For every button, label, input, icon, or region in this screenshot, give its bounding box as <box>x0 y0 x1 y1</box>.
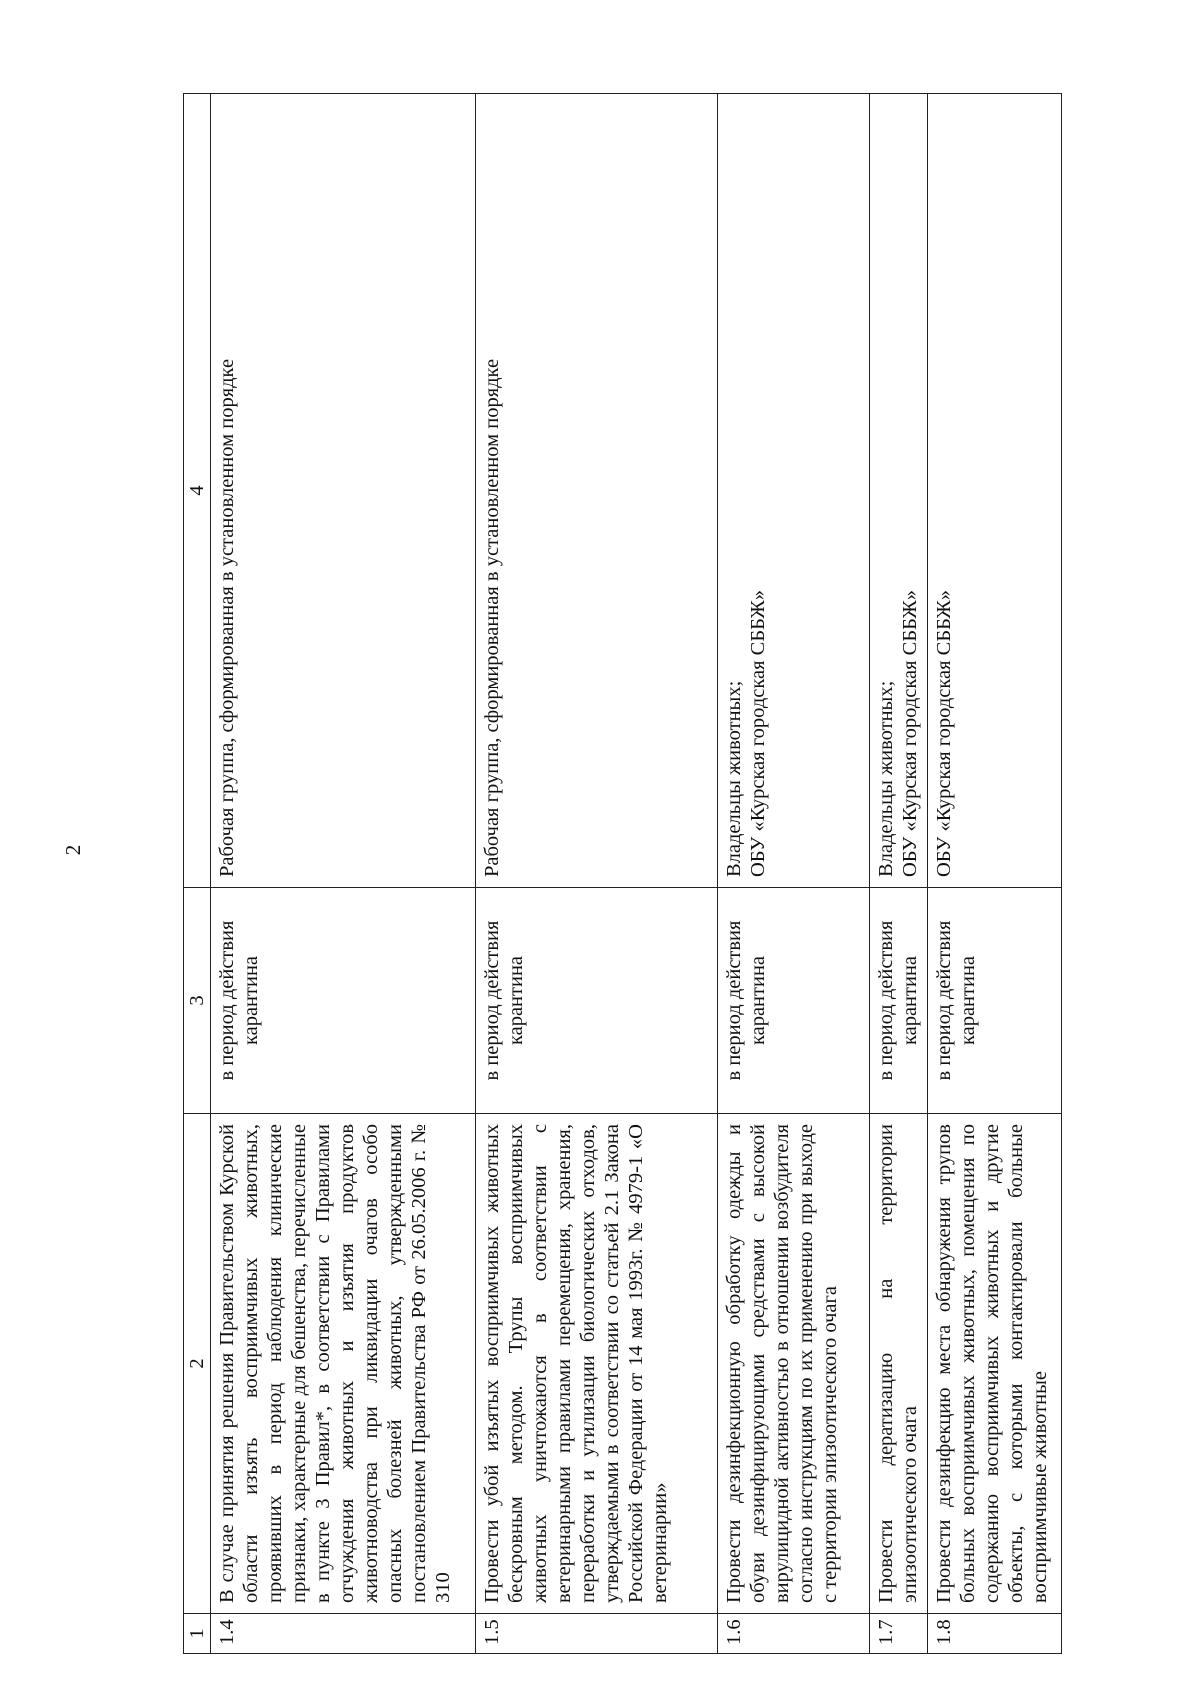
page-number: 2 <box>61 844 85 856</box>
measure-description: Провести дезинфекционную обработку одежды и обуви дезинфицирующими средствами с высокой вирулицидной активностью в отношении возбудителя согласно инструкциям по их применению при выходе с территории эпизоотического очага <box>718 1114 870 1614</box>
measures-table <box>183 93 1062 1654</box>
column-header-responsible: 4 <box>184 94 211 888</box>
measure-term: в период действия карантина <box>718 888 870 1114</box>
measure-term: в период действия карантина <box>476 888 718 1114</box>
responsible-party <box>718 94 870 888</box>
rotated-document-content <box>183 94 1118 1654</box>
responsible-line: ОБУ «Курская городская СББЖ» <box>747 590 769 877</box>
responsible-party <box>476 94 718 888</box>
measure-term: в период действия карантина <box>928 888 1062 1114</box>
responsible-line: ОБУ «Курская городская СББЖ» <box>899 590 921 877</box>
responsible-line: Владельцы животных; <box>723 680 745 877</box>
responsible-line: ОБУ «Курская городская СББЖ» <box>933 590 955 877</box>
row-number: 1.7 <box>870 1614 928 1654</box>
row-number: 1.8 <box>928 1614 1062 1654</box>
responsible-line: Владельцы животных; <box>875 680 897 877</box>
row-number: 1.5 <box>476 1614 718 1654</box>
column-header-term: 3 <box>184 888 211 1114</box>
responsible-line: Рабочая группа, сформированная в установленном порядке <box>216 358 238 877</box>
measure-term: в период действия карантина <box>211 888 476 1114</box>
table-row <box>718 94 870 1654</box>
responsible-party <box>211 94 476 888</box>
measure-term: в период действия карантина <box>870 888 928 1114</box>
table-row <box>476 94 718 1654</box>
responsible-party <box>870 94 928 888</box>
measure-description: Провести дезинфекцию места обнаружения трупов больных восприимчивых животных, помещения по содержанию восприимчивых животных и другие объекты, с которыми контактировали больные восприимчивые животные <box>928 1114 1062 1614</box>
measure-description: Провести убой изъятых восприимчивых животных бескровным методом. Трупы восприимчивых животных уничтожаются в соответствии с ветеринарными правилами перемещения, хранения, переработки и утилизации биологических отходов, утверждаемыми в соответствии со статьей 2.1 Закона Российской Федерации от 14 мая 1993г. № 4979-1 «О ветеринарии» <box>476 1114 718 1614</box>
table-row <box>211 94 476 1654</box>
table-row <box>928 94 1062 1654</box>
responsible-line: Рабочая группа, сформированная в установленном порядке <box>481 358 503 877</box>
column-header-number: 1 <box>184 1614 211 1654</box>
responsible-party <box>928 94 1062 888</box>
row-number: 1.4 <box>211 1614 476 1654</box>
table-row <box>870 94 928 1654</box>
measure-description: В случае принятия решения Правительством Курской области изъять восприимчивых животных, проявивших в период наблюдения клинические признаки, характерные для бешенства, перечисленные в пункте 3 Правил*, в соответствии с Правилами отчуждения животных и изъятия продуктов животноводства при ликвидации очагов особо опасных болезней животных, утвержденными постановлением Правительства РФ от 26.05.2006 г. № 310 <box>211 1114 476 1614</box>
measure-description: Провести дератизацию на территории эпизоотического очага <box>870 1114 928 1614</box>
row-number: 1.6 <box>718 1614 870 1654</box>
column-header-measure: 2 <box>184 1114 211 1614</box>
table-header-row <box>184 94 211 1654</box>
